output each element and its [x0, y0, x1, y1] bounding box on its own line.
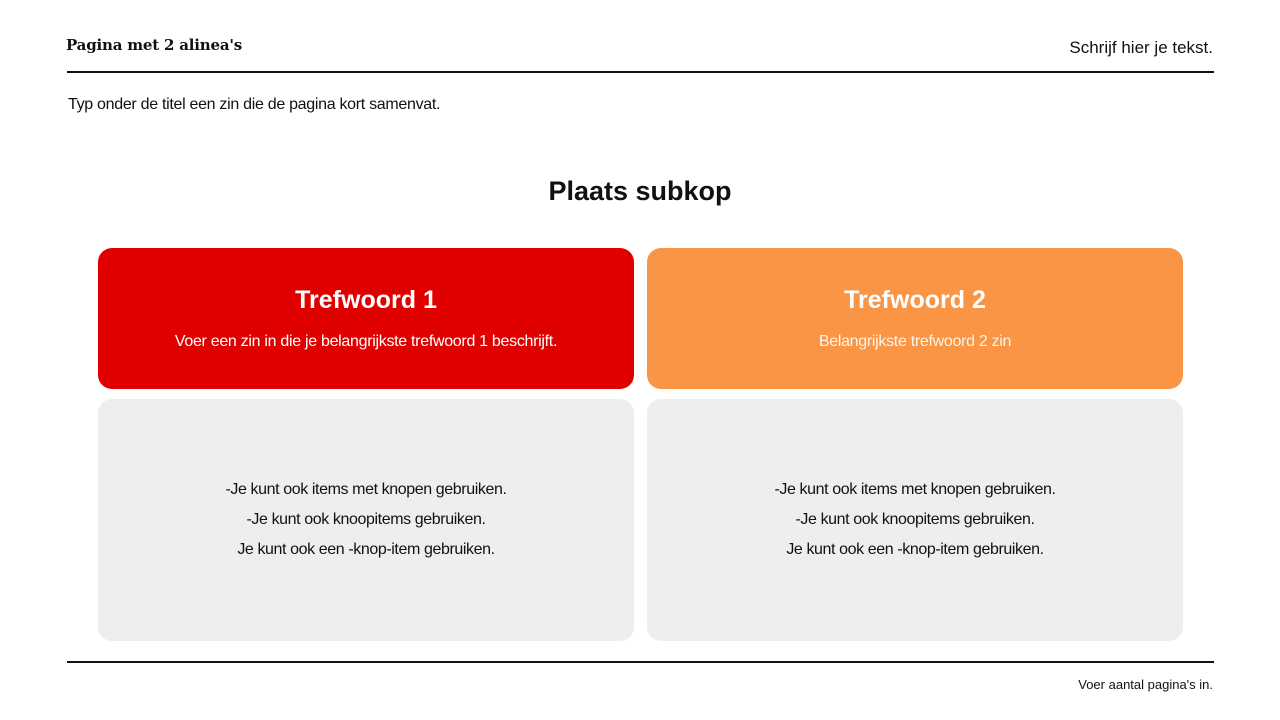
keyword-card-2-header: [647, 248, 1183, 389]
header-divider: [67, 71, 1214, 73]
keyword-card-1-header: [98, 248, 634, 389]
page-title: Pagina met 2 alinea's: [66, 36, 242, 54]
bullet-line: Je kunt ook een -knop-item gebruiken.: [786, 541, 1044, 558]
bullet-line: -Je kunt ook knoopitems gebruiken.: [246, 511, 486, 528]
header-note: Schrijf hier je tekst.: [1069, 38, 1213, 57]
subheading: Plaats subkop: [548, 176, 732, 206]
bullet-line: -Je kunt ook knoopitems gebruiken.: [795, 511, 1035, 528]
keyword-description: Voer een zin in die je belangrijkste trefwoord 1 beschrijft.: [174, 333, 558, 350]
bullet-line: -Je kunt ook items met knopen gebruiken.: [774, 481, 1056, 498]
bullet-line: Je kunt ook een -knop-item gebruiken.: [237, 541, 495, 558]
keyword-title: Trefwoord 2: [844, 286, 986, 314]
page-summary: Typ onder de titel een zin die de pagina kort samenvat.: [68, 96, 441, 113]
keyword-description: Belangrijkste trefwoord 2 zin: [818, 333, 1012, 350]
keyword-title: Trefwoord 1: [295, 286, 437, 314]
bullet-line: -Je kunt ook items met knopen gebruiken.: [225, 481, 507, 498]
keyword-card-1-body: [98, 399, 634, 641]
footer-divider: [67, 661, 1214, 663]
keyword-card-2-body: [647, 399, 1183, 641]
page-count-note: Voer aantal pagina's in.: [1078, 677, 1213, 692]
